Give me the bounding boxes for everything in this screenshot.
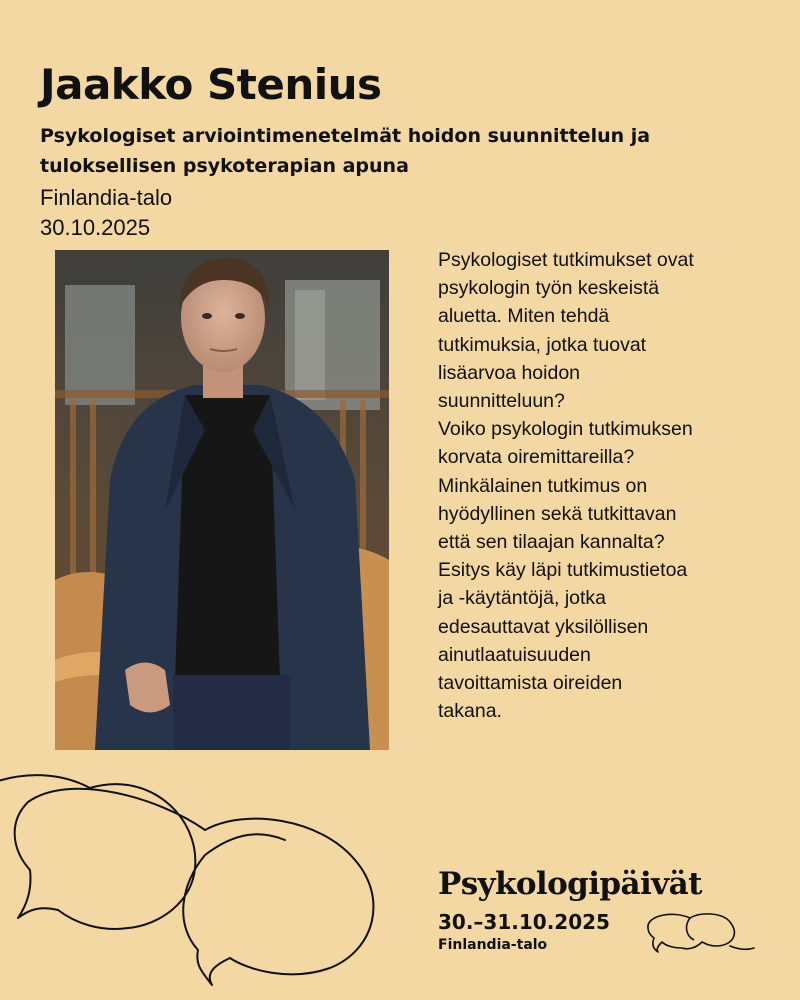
speaker-name: Jaakko Stenius: [40, 60, 382, 109]
event-name: Psykologipäivät: [438, 866, 702, 902]
speech-bubbles-doodle-icon: [0, 760, 420, 1000]
speech-bubbles-icon: [644, 908, 756, 954]
talk-date: 30.10.2025: [40, 215, 151, 240]
event-logo: [438, 866, 778, 966]
talk-title: Psykologiset arviointimenetelmät hoidon suunnittelun ja tuloksellisen psykoterapian apuna: [40, 125, 651, 177]
event-dates: 30.–31.10.2025: [438, 910, 610, 934]
event-venue: Finlandia-talo: [438, 937, 548, 953]
talk-venue: Finlandia-talo: [40, 185, 173, 210]
talk-description: Psykologiset tutkimukset ovat psykologin työn keskeistä aluetta. Miten tehdä tutkimuksia, jotka tuovat lisäarvoa hoidon suunnitteluun? Voiko psykologin tutkimuksen korvata oiremittareilla? Minkälainen tutkimus on hyödyllinen sekä tutkittavan että sen tilaajan kannalta? Esitys käy läpi tutkimustietoa ja -käytäntöjä, jotka edesauttavat yksilöllisen ainutlaatuisuuden tavoittamista oireiden takana.: [438, 249, 694, 723]
speaker-photo: [55, 250, 389, 750]
